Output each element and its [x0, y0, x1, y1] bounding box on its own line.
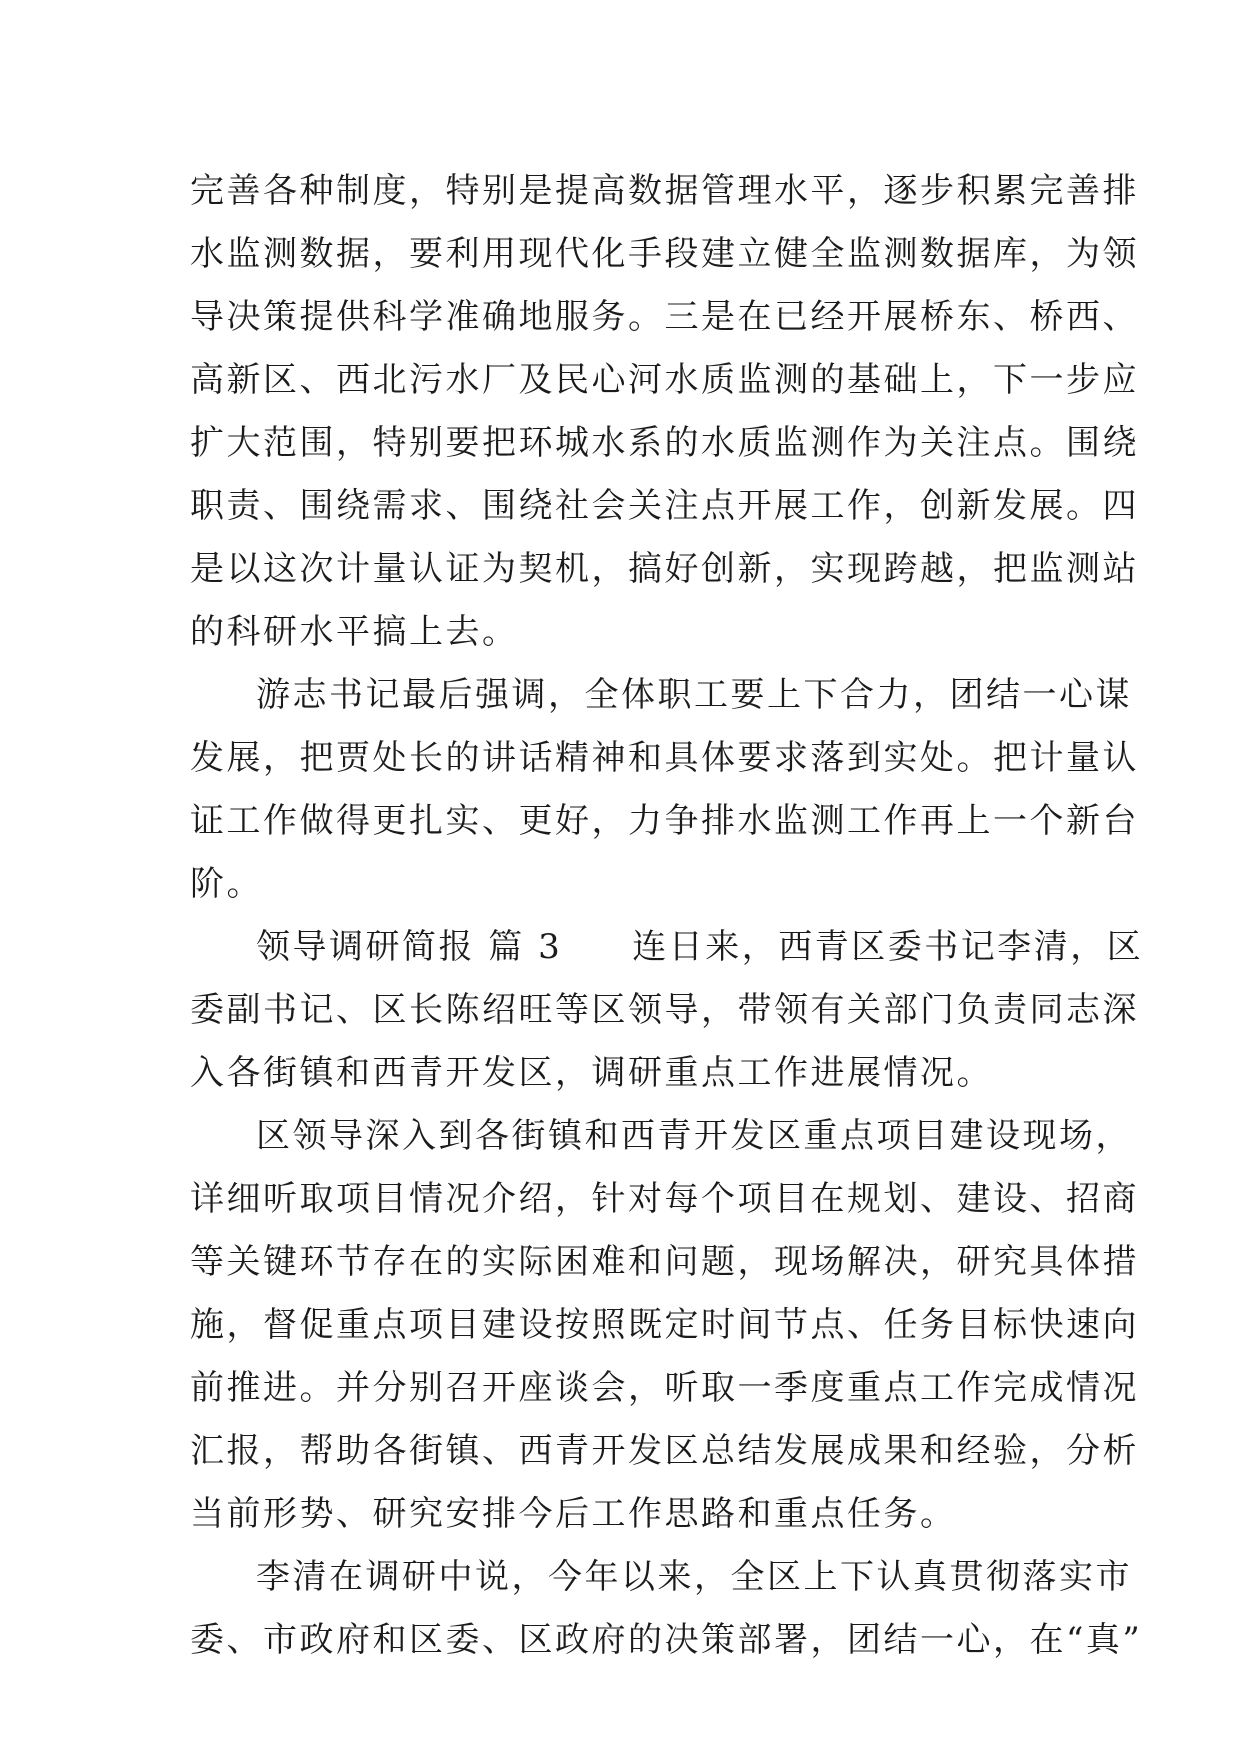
text-line: 水监测数据，要利用现代化手段建立健全监测数据库，为领 [190, 234, 1139, 274]
paragraph-first-line: 区领导深入到各街镇和西青开发区重点项目建设现场， [256, 1116, 1132, 1156]
text-line: 的科研水平搞上去。 [190, 612, 519, 652]
text-line: 当前形势、研究安排今后工作思路和重点任务。 [190, 1494, 957, 1534]
text-line: 导决策提供科学准确地服务。三是在已经开展桥东、桥西、 [190, 297, 1139, 337]
document-body [190, 160, 1144, 1672]
text-line: 扩大范围，特别要把环城水系的水质监测作为关注点。围绕 [190, 423, 1139, 463]
text-line: 证工作做得更扎实、更好，力争排水监测工作再上一个新台 [190, 801, 1139, 841]
section-heading: 领导调研简报 篇 3 [256, 927, 563, 967]
paragraph-first-line: 游志书记最后强调，全体职工要上下合力，团结一心谋 [256, 675, 1132, 715]
text-line: 详细听取项目情况介绍，针对每个项目在规划、建设、招商 [190, 1179, 1139, 1219]
text-line: 施，督促重点项目建设按照既定时间节点、任务目标快速向 [190, 1305, 1139, 1345]
paragraph-first-line: 李清在调研中说，今年以来，全区上下认真贯彻落实市 [256, 1557, 1132, 1597]
text-line: 完善各种制度，特别是提高数据管理水平，逐步积累完善排 [190, 171, 1139, 211]
text-line: 前推进。并分别召开座谈会，听取一季度重点工作完成情况 [190, 1368, 1139, 1408]
text-line: 入各街镇和西青开发区，调研重点工作进展情况。 [190, 1053, 993, 1093]
text-line: 阶。 [190, 864, 263, 904]
text-line: 等关键环节存在的实际困难和问题，现场解决，研究具体措 [190, 1242, 1139, 1282]
text-line: 委、市政府和区委、区政府的决策部署，团结一心，在“真” [190, 1620, 1143, 1660]
text-line: 是以这次计量认证为契机，搞好创新，实现跨越，把监测站 [190, 549, 1139, 589]
text-line: 发展，把贾处长的讲话精神和具体要求落到实处。把计量认 [190, 738, 1139, 778]
section-heading-continuation: 连日来，西青区委书记李清，区 [632, 927, 1144, 967]
text-line: 职责、围绕需求、围绕社会关注点开展工作，创新发展。四 [190, 486, 1139, 526]
text-line: 委副书记、区长陈绍旺等区领导，带领有关部门负责同志深 [190, 990, 1139, 1030]
text-line: 汇报，帮助各街镇、西青开发区总结发展成果和经验，分析 [190, 1431, 1139, 1471]
text-line: 高新区、西北污水厂及民心河水质监测的基础上，下一步应 [190, 360, 1139, 400]
section-heading-line [190, 916, 1144, 979]
